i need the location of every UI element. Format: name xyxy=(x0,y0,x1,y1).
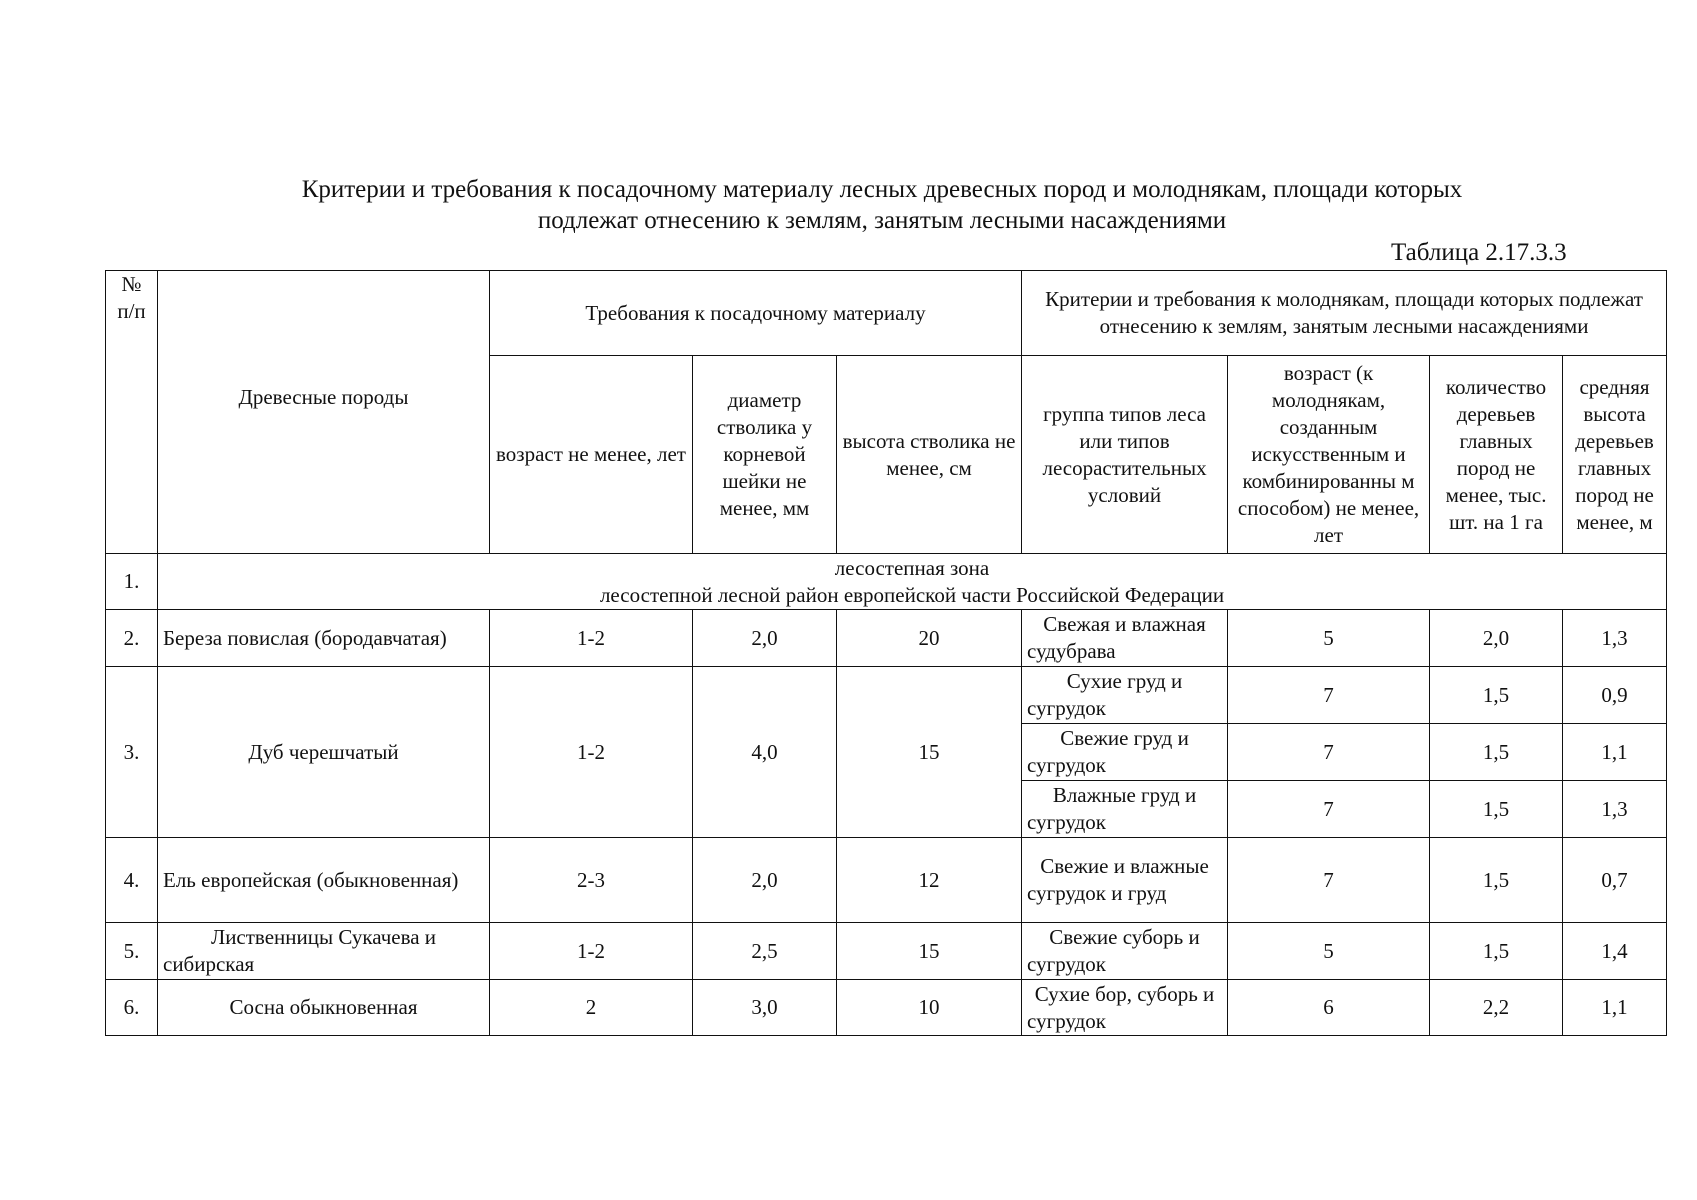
row-young-age: 7 xyxy=(1228,781,1430,838)
zone-row xyxy=(106,554,1667,610)
row-avg-height: 1,1 xyxy=(1563,724,1667,781)
row-diameter: 4,0 xyxy=(693,667,837,838)
row-num: 4. xyxy=(106,838,158,923)
row-count: 2,0 xyxy=(1430,610,1563,667)
title-line-2: подлежат отнесению к землям, занятым лесными насаждениями xyxy=(537,207,1227,234)
row-avg-height: 1,3 xyxy=(1563,610,1667,667)
header-tree-count: количество деревьев главных пород не менее, тыс. шт. на 1 га xyxy=(1430,356,1563,554)
header-diameter: диаметр стволика у корневой шейки не менее, мм xyxy=(693,356,837,554)
row-species: Дуб черешчатый xyxy=(158,667,490,838)
row-height: 10 xyxy=(837,980,1022,1036)
row-count: 2,2 xyxy=(1430,980,1563,1036)
zone-line-1: лесостепная зона xyxy=(834,555,990,580)
criteria-table xyxy=(105,270,1667,1036)
row-diameter: 2,0 xyxy=(693,838,837,923)
row-forest-type: Сухие бор, суборь и сугрудок xyxy=(1022,980,1228,1036)
row-num: 2. xyxy=(106,610,158,667)
row-age: 1-2 xyxy=(490,610,693,667)
header-species: Древесные породы xyxy=(158,271,490,554)
header-young-age: возраст (к молоднякам, созданным искусственным и комбинированны м способом) не менее, лет xyxy=(1228,356,1430,554)
zone-line-2: лесостепной лесной район европейской части Российской Федерации xyxy=(599,582,1225,607)
row-num: 6. xyxy=(106,980,158,1036)
row-diameter: 3,0 xyxy=(693,980,837,1036)
row-height: 15 xyxy=(837,667,1022,838)
table-row xyxy=(106,667,1667,724)
row-count: 1,5 xyxy=(1430,838,1563,923)
row-num: 5. xyxy=(106,923,158,980)
row-forest-type: Свежая и влажная судубрава xyxy=(1022,610,1228,667)
table-number: Таблица 2.17.3.3 xyxy=(1391,239,1567,266)
row-count: 1,5 xyxy=(1430,781,1563,838)
row-height: 15 xyxy=(837,923,1022,980)
row-age: 1-2 xyxy=(490,923,693,980)
row-age: 2-3 xyxy=(490,838,693,923)
row-height: 12 xyxy=(837,838,1022,923)
table-row xyxy=(106,980,1667,1036)
row-avg-height: 1,3 xyxy=(1563,781,1667,838)
zone-row-label xyxy=(158,554,1667,610)
table-row xyxy=(106,923,1667,980)
row-avg-height: 1,4 xyxy=(1563,923,1667,980)
header-planting-group: Требования к посадочному материалу xyxy=(490,271,1022,356)
row-species: Сосна обыкновенная xyxy=(158,980,490,1036)
row-avg-height: 1,1 xyxy=(1563,980,1667,1036)
table-row xyxy=(106,838,1667,923)
row-species: Ель европейская (обыкновенная) xyxy=(158,838,490,923)
header-age-min: возраст не менее, лет xyxy=(490,356,693,554)
row-young-age: 5 xyxy=(1228,610,1430,667)
row-avg-height: 0,7 xyxy=(1563,838,1667,923)
row-diameter: 2,0 xyxy=(693,610,837,667)
header-young-group: Критерии и требования к молоднякам, площади которых подлежат отнесению к землям, занятым лесными насаждениями xyxy=(1022,271,1667,356)
row-forest-type: Свежие и влажные сугрудок и груд xyxy=(1022,838,1228,923)
title-line-1: Критерии и требования к посадочному материалу лесных древесных пород и молоднякам, площади которых xyxy=(301,176,1463,203)
zone-row-num: 1. xyxy=(106,554,158,610)
row-avg-height: 0,9 xyxy=(1563,667,1667,724)
row-height: 20 xyxy=(837,610,1022,667)
row-young-age: 5 xyxy=(1228,923,1430,980)
header-row-1 xyxy=(106,271,1667,356)
row-forest-type: Свежие суборь и сугрудок xyxy=(1022,923,1228,980)
row-num: 3. xyxy=(106,667,158,838)
header-forest-type: группа типов леса или типов лесорастительных условий xyxy=(1022,356,1228,554)
row-young-age: 6 xyxy=(1228,980,1430,1036)
row-young-age: 7 xyxy=(1228,838,1430,923)
row-forest-type: Свежие груд и сугрудок xyxy=(1022,724,1228,781)
header-avg-height: средняя высота деревьев главных пород не менее, м xyxy=(1563,356,1667,554)
row-species: Лиственницы Сукачева и сибирская xyxy=(158,923,490,980)
row-young-age: 7 xyxy=(1228,667,1430,724)
row-age: 2 xyxy=(490,980,693,1036)
row-age: 1-2 xyxy=(490,667,693,838)
header-height: высота стволика не менее, см xyxy=(837,356,1022,554)
row-species: Береза повислая (бородавчатая) xyxy=(158,610,490,667)
row-forest-type: Сухие груд и сугрудок xyxy=(1022,667,1228,724)
table-row xyxy=(106,610,1667,667)
document-title xyxy=(0,174,1697,236)
row-count: 1,5 xyxy=(1430,923,1563,980)
row-count: 1,5 xyxy=(1430,724,1563,781)
header-num: № п/п xyxy=(106,271,158,554)
row-young-age: 7 xyxy=(1228,724,1430,781)
row-diameter: 2,5 xyxy=(693,923,837,980)
row-forest-type: Влажные груд и сугрудок xyxy=(1022,781,1228,838)
row-count: 1,5 xyxy=(1430,667,1563,724)
